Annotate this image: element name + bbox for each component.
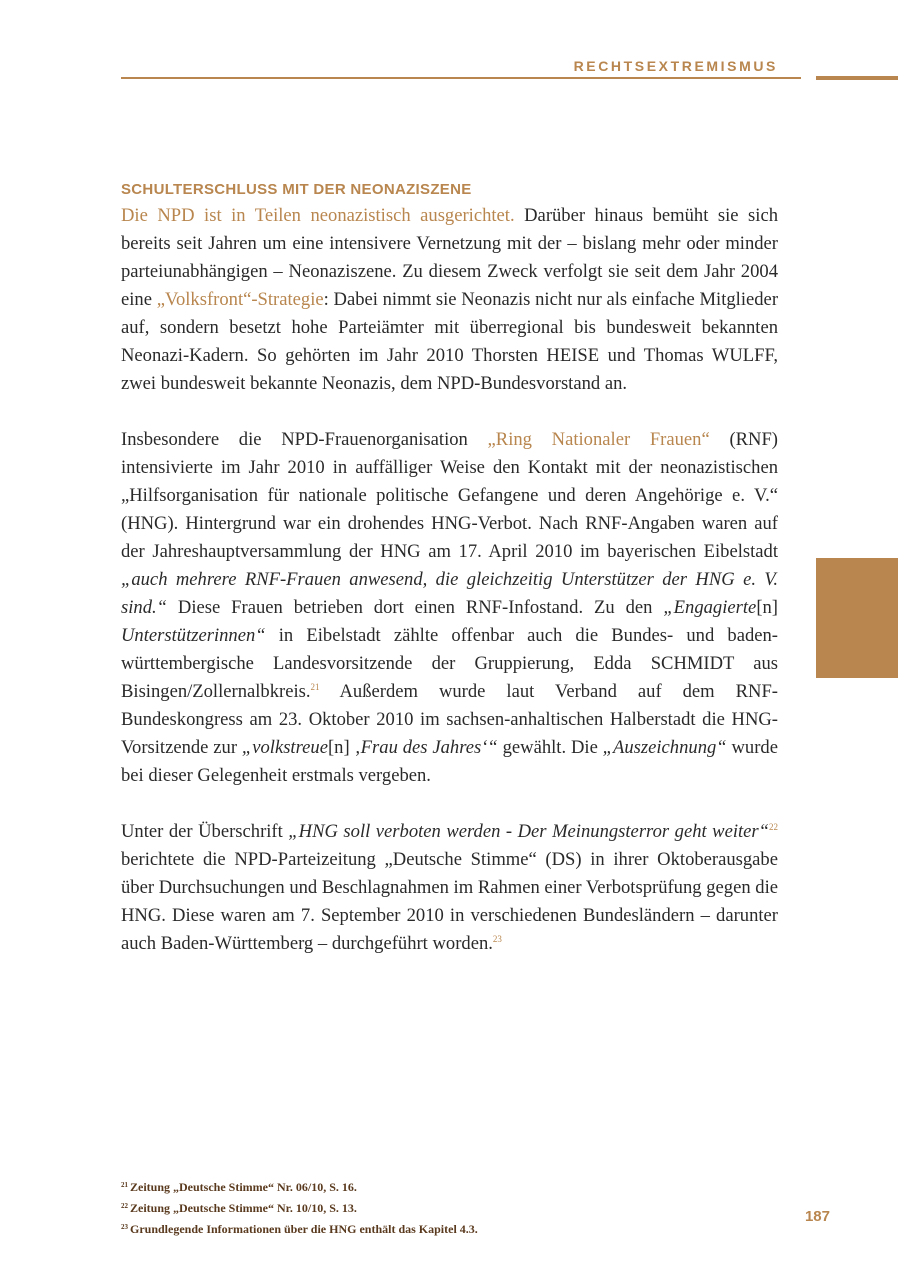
- footnote-ref[interactable]: 21: [310, 682, 320, 692]
- paragraph-3: [121, 818, 778, 958]
- footnote-text: Zeitung „Deutsche Stimme“ Nr. 10/10, S. 13.: [130, 1201, 357, 1215]
- text-span: (RNF) intensivierte im Jahr 2010 in auffälliger Weise den Kontakt mit der neonazistischen „Hilfsorganisation für nationale politische Gefangene und deren Angehörige e. V.“ (HNG). Hintergrund war ein drohendes HNG-Verbot. Nach RNF-Angaben waren auf der Jahreshauptversammlung der HNG am 17. April 2010 im bayerischen Eibelstadt: [121, 429, 778, 562]
- text-span: gewählt. Die: [497, 737, 603, 758]
- text-span: Unter der Überschrift: [121, 821, 289, 842]
- text-span: in Eibelstadt zählte offenbar auch die Bundes- und baden-württembergische Landesvorsitzende der Gruppierung, Edda SCHMIDT aus Bisingen/Zollernalbkreis.: [121, 625, 778, 702]
- quote-italic: „HNG soll verboten werden - Der Meinungsterror geht weiter“: [288, 821, 769, 842]
- footnote: [121, 1218, 721, 1239]
- text-span: [n]: [327, 737, 355, 758]
- footnotes: [121, 1176, 721, 1239]
- quote-italic: Unterstützerinnen“: [121, 625, 266, 646]
- quote-italic: „volkstreue: [241, 737, 328, 758]
- footnote-ref[interactable]: 22: [769, 822, 778, 832]
- text-span: Darüber hinaus bemüht sie sich bereits seit Jahren um eine intensivere Vernetzung mit der – bislang mehr oder minder parteiunabhängigen – Neonaziszene. Zu diesem Zweck verfolgt sie seit dem Jahr 2004 eine: [121, 205, 778, 310]
- text-span: Diese Frauen betrieben dort einen RNF-Infostand. Zu den: [167, 597, 664, 618]
- main-content: [121, 180, 778, 986]
- text-span: : Dabei nimmt sie Neonazis nicht nur als einfache Mitglieder auf, sondern besetzt hohe Parteiämter mit überregional bis bundesweit bekannten Neonazi-Kadern. So gehörten im Jahr 2010 Thorsten HEISE und Thomas WULFF, zwei bundesweit bekannte Neonazis, dem NPD-Bundesvorstand an.: [121, 289, 779, 394]
- paragraph-1: [121, 202, 778, 398]
- footnote-number: 23: [121, 1223, 128, 1231]
- text-span: Außerdem wurde laut Verband auf dem RNF-Bundeskongress am 23. Oktober 2010 im sachsen-anhaltischen Halberstadt die HNG-Vorsitzende zur: [121, 681, 778, 758]
- footnote-ref[interactable]: 23: [492, 934, 502, 944]
- quote-italic: „Engagierte: [663, 597, 757, 618]
- text-span: wurde bei dieser Gelegenheit erstmals vergeben.: [121, 737, 778, 786]
- footnote: [121, 1176, 721, 1197]
- quote-italic: „auch mehrere RNF-Frauen anwesend, die gleichzeitig Unterstützer der HNG e. V. sind.“: [121, 569, 778, 618]
- running-title: RECHTSEXTREMISMUS: [573, 58, 778, 74]
- text-span: berichtete die NPD-Parteizeitung „Deutsche Stimme“ (DS) in ihrer Oktoberausgabe über Durchsuchungen und Beschlagnahmen im Rahmen einer Verbotsprüfung gegen die HNG. Diese waren am 7. September 2010 in verschiedenen Bundesländern – darunter auch Baden-Württemberg – durchgeführt worden.: [121, 849, 778, 954]
- chapter-side-tab: [816, 558, 898, 678]
- footnote-number: 22: [121, 1202, 128, 1210]
- lead-sentence: Die NPD ist in Teilen neonazistisch ausgerichtet.: [121, 205, 515, 226]
- text-span: Insbesondere die NPD-Frauenorganisation: [121, 429, 488, 450]
- footnote-text: Grundlegende Informationen über die HNG enthält das Kapitel 4.3.: [130, 1222, 478, 1236]
- text-span: [n]: [756, 597, 778, 618]
- quote-italic: „Auszeichnung“: [602, 737, 727, 758]
- highlight-term: „Volksfront“-Strategie: [156, 289, 324, 310]
- footnote-number: 21: [121, 1181, 128, 1189]
- footnote: [121, 1197, 721, 1218]
- quote-italic: ‚Frau des Jahres‘“: [354, 737, 498, 758]
- paragraph-2: [121, 426, 778, 790]
- footnote-text: Zeitung „Deutsche Stimme“ Nr. 06/10, S. 16.: [130, 1180, 357, 1194]
- section-heading: SCHULTERSCHLUSS MIT DER NEONAZISZENE: [121, 181, 472, 198]
- header-rule: [121, 77, 801, 79]
- header-rule-accent: [816, 76, 898, 80]
- highlight-term: „Ring Nationaler Frauen“: [487, 429, 710, 450]
- page-number: 187: [804, 1208, 830, 1225]
